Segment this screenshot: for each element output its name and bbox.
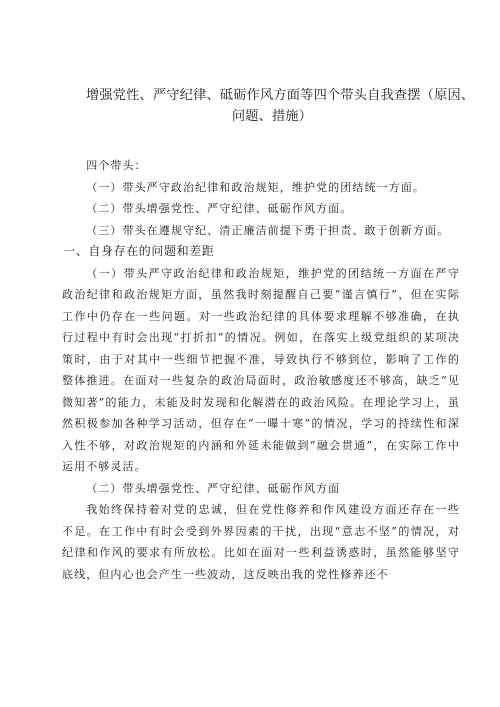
section-heading: 一、自身存在的问题和差距	[63, 244, 215, 258]
section-paragraph-1: （一）带头严守政治纪律和政治规矩，维护党的团结统一方面在严守政治纪律和政治规矩方面，虽然我时刻提醒自己要“谨言慎行”，但在实际工作中仍存在一些问题。对一些政治纪律的具体要求理解不够准确，在执行过程中有时会出现“打折扣”的情况。例如，在落实上级党组织的某项决策时，由于对其中一些细节把握不准，导致执行不够到位，影响了工作的整体推进。在面对一些复杂的政治局面时，政治敏感度还不够高，缺乏“见微知著”的能力，未能及时发现和化解潜在的政治风险。在理论学习上，虽然积极参加各种学习活动，但存在“一曝十寒”的情况，学习的持续性和深入性不够，对政治规矩的内涵和外延未能做到“融会贯通”，在实际工作中运用不够灵活。	[62, 266, 460, 473]
title-line-1: 增强党性、严守纪律、砥砺作风方面等四个带头自我查摆（原因、	[86, 88, 475, 103]
document-body	[62, 155, 460, 585]
list-item-3: （三）带头在遵规守纪、清正廉洁前提下勇于担责、敢于创新方面。	[86, 223, 450, 237]
subsection-heading-2: （二）带头增强党性、严守纪律、砥砺作风方面	[86, 481, 341, 495]
list-item-1: （一）带头严守政治纪律和政治规矩，维护党的团结统一方面。	[86, 180, 425, 194]
document-title	[86, 86, 475, 127]
intro-label: 四个带头：	[86, 159, 147, 172]
title-line-2: 问题、措施）	[231, 108, 313, 124]
list-item-2: （二）带头增强党性、严守纪律、砥砺作风方面。	[86, 202, 353, 215]
section-paragraph-2: 我始终保持着对党的忠诚，但在党性修养和作风建设方面还存在一些不足。在工作中有时会受到外界因素的干扰，出现“意志不坚”的情况，对纪律和作风的要求有所放松。比如在面对一些利益诱惑时，虽然能够坚守底线，但内心也会产生一些波动，这反映出我的党性修养还不	[62, 503, 460, 581]
